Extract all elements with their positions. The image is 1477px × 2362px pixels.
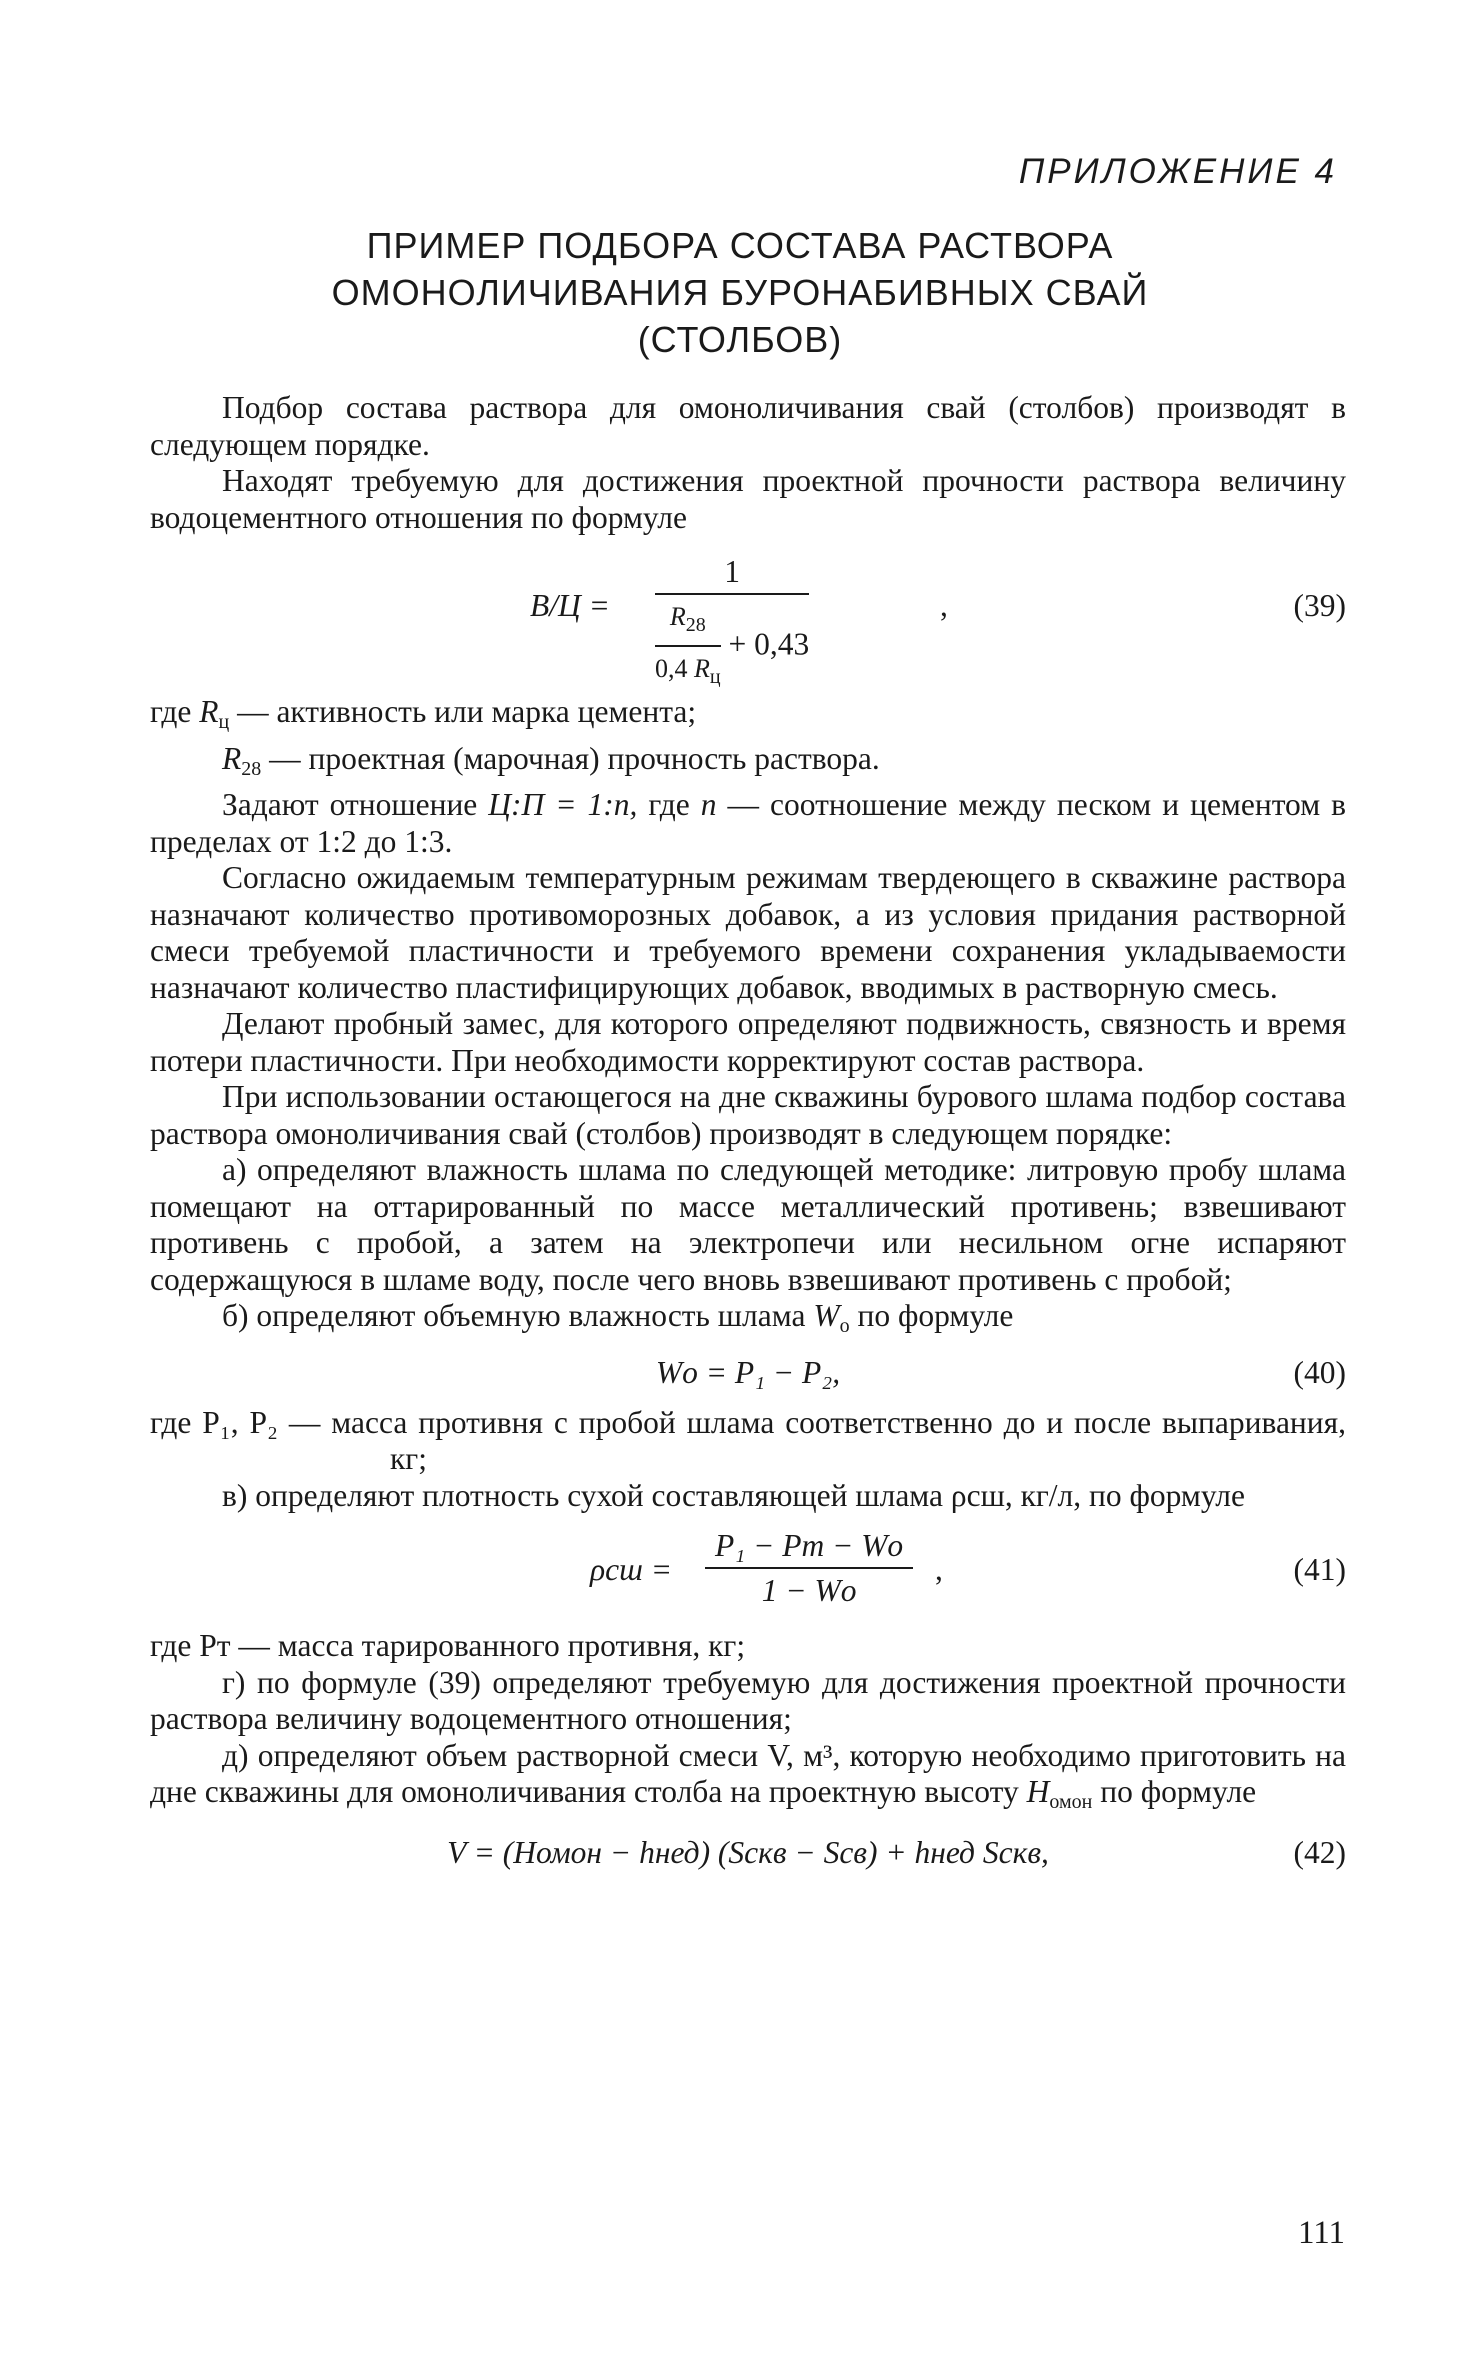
text: б) определяют объемную влажность шлама [222,1298,814,1333]
paragraph [150,741,1346,788]
subscript: омон [1049,1791,1093,1813]
subscript: ц [218,711,230,733]
paragraph: Находят требуемую для достижения проектной прочности раствора величину водоцементного отношения по формуле [150,463,1346,535]
document-title [230,222,1250,363]
ratio: Ц:П = 1:n, [488,787,638,822]
paragraph: Делают пробный замес, для которого определяют подвижность, связность и время потери пластичности. При необходимости корректируют состав раствора. [150,1006,1346,1078]
text: где [637,787,701,822]
formula-lhs: ρсш = [590,1552,673,1587]
formula-lhs: В/Ц = [530,588,610,623]
symbol: W [813,1298,840,1333]
formula-tail: , [935,1552,943,1587]
list-item: а) определяют влажность шлама по следующей методике: литровую пробу шлама помещают на оттарированный по массе металлический противень; взвешивают противень с пробой, а затем на электропечи или несильном огне испаряют содержащуюся в шламе воду, после чего вновь взвешивают противень с пробой; [150,1152,1346,1297]
subscript: ц [709,666,721,688]
text: — соотношение между песком и цементом в пределах от 1:2 до 1:3. [150,787,1347,859]
document-body [150,390,1346,1889]
text: — активность или марка цемента; [229,694,697,729]
list-item [150,1738,1346,1821]
paragraph: Подбор состава раствора для омоноличивания свай (столбов) производят в следующем порядке. [150,390,1346,462]
formula-number: (39) [1293,588,1346,623]
formula-term: + 0,43 [720,626,810,662]
formula-number: (41) [1293,1552,1346,1587]
title-line: ОМОНОЛИЧИВАНИЯ БУРОНАБИВНЫХ СВАЙ [331,272,1149,313]
symbol: R [199,694,219,729]
formula-40 [150,1355,1346,1395]
text: по формуле [849,1298,1014,1333]
title-line: ПРИМЕР ПОДБОРА СОСТАВА РАСТВОРА [366,225,1114,266]
list-item: г) по формуле (39) определяют требуемую для достижения проектной прочности раствора величину водоцементного отношения; [150,1664,1346,1736]
appendix-heading: ПРИЛОЖЕНИЕ 4 [1018,152,1337,191]
formula-expression: Wо = P₁ − P₂, [655,1354,841,1390]
fraction-denominator: 1 − Wо [761,1572,857,1608]
paragraph: где Pт — масса тарированного противня, кг; [150,1628,746,1663]
symbol: n [700,787,717,822]
formula-number: (42) [1293,1834,1346,1870]
formula-number: (40) [1293,1354,1346,1390]
formula-41 [150,1528,1346,1618]
formula-expression: V = (Hомон − hнед) (Sскв − Sсв) + hнед Sскв, [447,1834,1049,1870]
formula-42 [150,1835,1346,1879]
symbol: H [1026,1774,1050,1809]
subscript: 28 [241,757,262,780]
symbol: R [222,740,242,776]
formula-39 [150,554,1346,688]
symbol: R [669,601,686,631]
paragraph [150,694,1346,741]
text: д) определяют объем растворной смеси V, м³, которую необходимо приготовить на дне скважины для омоноличивания столба на проектную высоту [150,1737,1346,1809]
inner-fraction [655,599,721,696]
fraction-numerator: 1 [655,554,809,595]
inner-denominator [655,647,721,696]
text: по формуле [1092,1774,1257,1809]
subscript: о [839,1315,850,1337]
coefficient: 0,4 [655,654,694,683]
page-number: 111 [1297,2215,1345,2251]
list-item: в) определяют плотность сухой составляющей шлама ρсш, кг/л, по формуле [222,1477,1245,1513]
list-item [150,1298,1346,1345]
formula-fraction [655,554,809,696]
paragraph [150,787,1346,860]
formula-fraction [705,1528,913,1609]
formula-tail: , [940,588,948,623]
symbol: R [694,654,710,683]
text: — проектная (марочная) прочность раствора. [261,740,880,776]
text: Задают отношение [222,787,489,822]
fraction-denominator [655,595,809,696]
inner-numerator [655,599,721,648]
paragraph: Согласно ожидаемым температурным режимам твердеющего в скважине раствора назначают количество противоморозных добавок, а из условия придания растворной смеси требуемой пластичности и требуемого времени сохранения укладываемости назначают количество пластифицирующих добавок, вводимых в растворную смесь. [150,860,1346,1005]
paragraph: При использовании остающегося на дне скважины бурового шлама подбор состава раствора омоноличивания свай (столбов) производят в следующем порядке: [150,1079,1346,1151]
subscript: 28 [685,613,706,636]
fraction-numerator: P₁ − Pт − Wо [705,1528,913,1569]
title-line: (СТОЛБОВ) [637,319,843,360]
text: где [150,694,200,729]
paragraph: где P₁, P₂ — масса противня с пробой шлама соответственно до и после выпаривания, кг; [150,1404,1346,1476]
